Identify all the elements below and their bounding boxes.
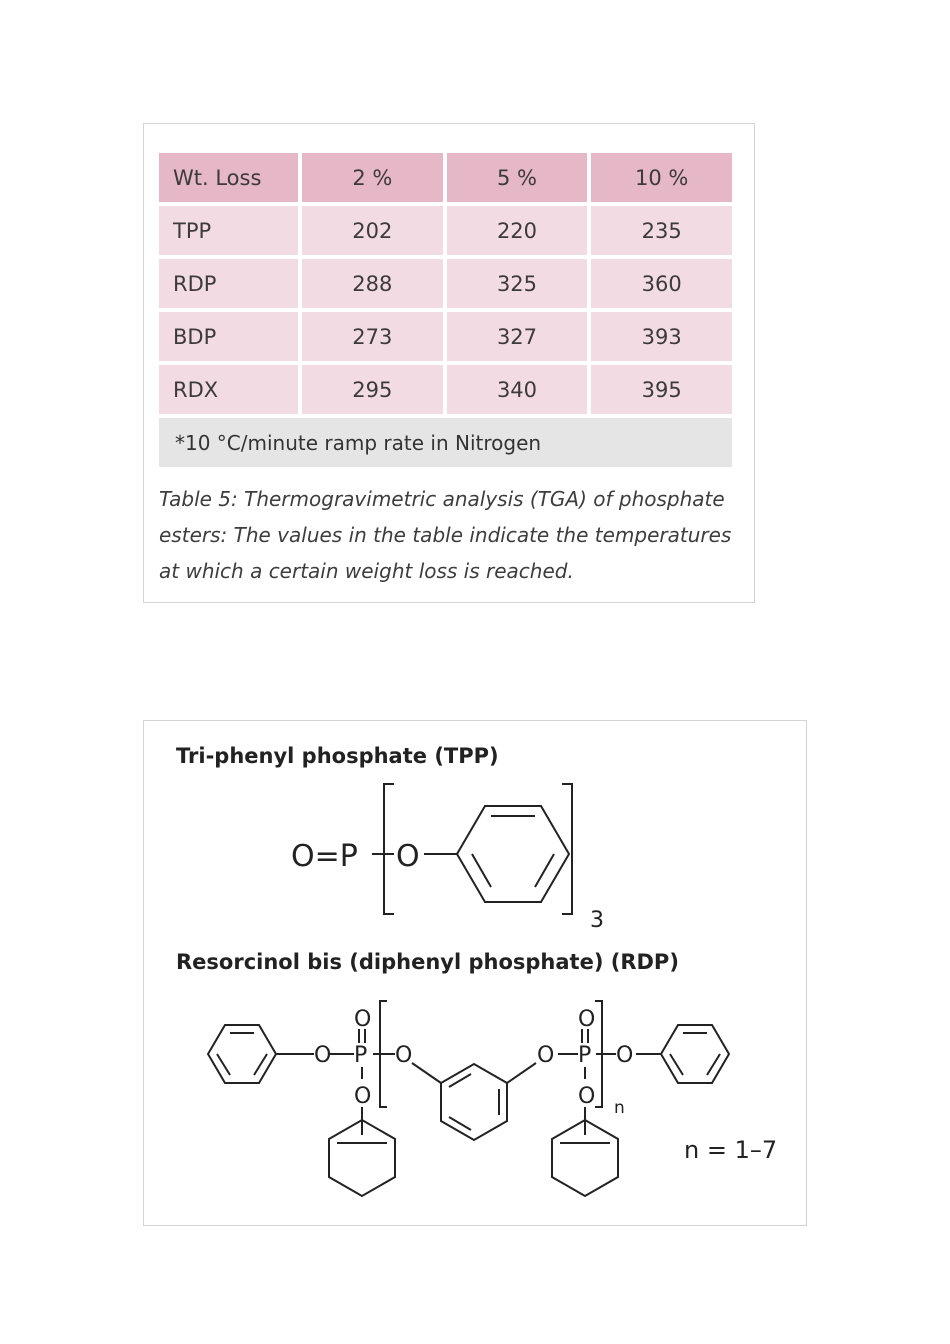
row-label: TPP — [159, 206, 298, 255]
chemical-structures-figure — [144, 721, 808, 1227]
table-note: *10 °C/minute ramp rate in Nitrogen — [159, 418, 732, 467]
rdp-atoms — [314, 1007, 633, 1109]
rdp-atom-o: O — [314, 1043, 332, 1068]
rdp-atom-o: O — [616, 1043, 634, 1068]
table-row — [159, 312, 732, 361]
rdp-atom-o: O — [578, 1084, 596, 1109]
rdp-atom-o: O — [354, 1084, 372, 1109]
table-cell: 393 — [591, 312, 732, 361]
table-cell: 273 — [302, 312, 443, 361]
rdp-range: n = 1–7 — [684, 1136, 778, 1164]
header-cell: 2 % — [302, 153, 443, 202]
table-note-row — [159, 418, 732, 467]
rdp-atom-p: P — [578, 1043, 592, 1068]
table-cell: 220 — [447, 206, 588, 255]
table-cell: 327 — [447, 312, 588, 361]
table-cell: 325 — [447, 259, 588, 308]
structures-panel — [143, 720, 807, 1226]
tpp-formula: O=P — [291, 839, 358, 874]
table-cell: 360 — [591, 259, 732, 308]
rdp-atom-o: O — [354, 1007, 372, 1032]
tga-table — [155, 149, 736, 471]
table-row — [159, 206, 732, 255]
rdp-title: Resorcinol bis (diphenyl phosphate) (RDP) — [176, 950, 679, 974]
table-cell: 202 — [302, 206, 443, 255]
table-row — [159, 259, 732, 308]
table-cell: 235 — [591, 206, 732, 255]
rdp-subscript: n — [614, 1098, 625, 1118]
tpp-subscript: 3 — [590, 908, 604, 933]
table-cell: 340 — [447, 365, 588, 414]
rdp-atom-o: O — [537, 1043, 555, 1068]
tga-table-panel — [143, 123, 755, 603]
rdp-bonds — [208, 1001, 729, 1196]
rdp-atom-o: O — [395, 1043, 413, 1068]
table-header-row — [159, 153, 732, 202]
row-label: RDP — [159, 259, 298, 308]
rdp-atom-p: P — [354, 1043, 368, 1068]
table-cell: 295 — [302, 365, 443, 414]
table-caption: Table 5: Thermogravimetric analysis (TGA) of phosphate esters: The values in the table indicate the temperatures at which a certain weight loss is reached. — [159, 487, 732, 583]
rdp-atom-o: O — [578, 1007, 596, 1032]
row-label: BDP — [159, 312, 298, 361]
header-cell: 5 % — [447, 153, 588, 202]
header-cell: 10 % — [591, 153, 732, 202]
header-cell: Wt. Loss — [159, 153, 298, 202]
table-cell: 288 — [302, 259, 443, 308]
row-label: RDX — [159, 365, 298, 414]
table-cell: 395 — [591, 365, 732, 414]
table-row — [159, 365, 732, 414]
tpp-title: Tri-phenyl phosphate (TPP) — [176, 744, 499, 768]
tpp-oxygen: O — [396, 839, 420, 874]
